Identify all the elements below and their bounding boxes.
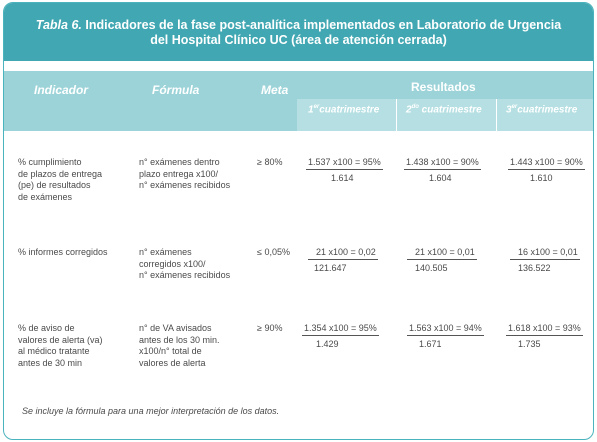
row-2-indicador: % informes corregidos [18,247,108,257]
title-line-1: Indicadores de la fase post-analítica implementados en Laboratorio de Urgencia [85,18,562,32]
row-3-meta: ≥ 90% [257,323,283,333]
subheader-divider [396,99,397,131]
table-label: Tabla 6. [35,18,82,32]
subheader-divider [496,99,497,131]
row-2-result-q2: $\frac{21 x100 = 0,01}{140.505}$ [407,247,477,273]
header-resultados: Resultados [411,80,476,94]
row-2-formula: n° exámenes corregidos x100/ n° exámenes recibidos [139,247,231,280]
row-1-formula: n° exámenes dentro plazo entrega x100/ n° exámenes recibidos [139,157,231,190]
row-1-result-q1: $\frac{1.537 x100 = 95\%}{1.614}$ [308,157,381,183]
subheader-q3: 3ercuatrimestre [506,104,578,116]
title-line-2: del Hospital Clínico UC (área de atención cerrada) [150,33,447,47]
table-title [4,3,593,61]
row-3-result-q2: $\frac{1.563 x100 = 94\%}{1.671}$ [409,323,482,349]
row-3-result-q3: $\frac{1.618 x100 = 93\%}{1.735}$ [508,323,581,349]
row-3-formula: n° de VA avisados antes de los 30 min. x100/n° total de valores de alerta [139,323,220,368]
row-3-result-q1: $\frac{1.354 x100 = 95\%}{1.429}$ [304,323,377,349]
row-3-indicador: % de aviso de valores de alerta (va) al médico tratante antes de 30 min [18,323,103,368]
row-2-meta: ≤ 0,05% [257,247,290,257]
subheader-q2: $2^{do}$ cuatrimestre [406,104,482,116]
row-1-indicador: % cumplimiento de plazos de entrega (pe) de resultados de exámenes [18,157,103,202]
row-1-meta: ≥ 80% [257,157,283,167]
row-1-result-q2: $\frac{1.438 x100 = 90\%}{1.604}$ [406,157,479,183]
row-1-result-q3: $\frac{1.443 x100 = 90\%}{1.610}$ [510,157,583,183]
header-indicador: Indicador [34,83,89,97]
table-card [3,2,594,440]
header-meta: Meta [261,83,289,97]
row-2-result-q3: $\frac{16 x100 = 0,01}{136.522}$ [510,247,580,273]
subheader-q1: 1ercuatrimestre [308,104,380,116]
row-2-result-q1: $\frac{21 x100 = 0,02}{121.647}$ [308,247,378,273]
footnote: Se incluye la fórmula para una mejor interpretación de los datos. [22,406,280,416]
header-formula: Fórmula [152,83,200,97]
